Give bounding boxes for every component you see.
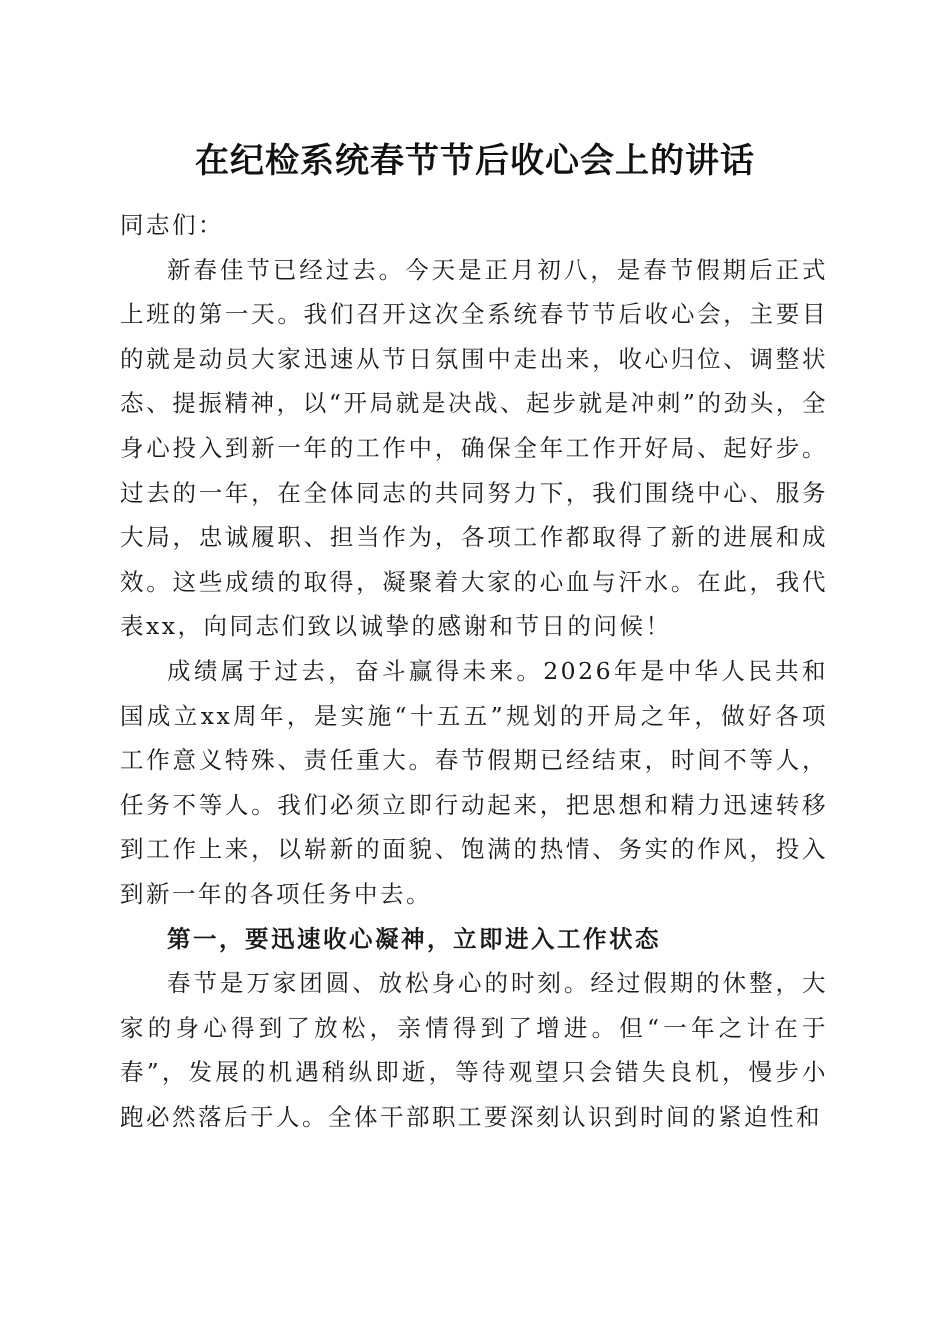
paragraph-opening: 新春佳节已经过去。今天是正月初八，是春节假期后正式上班的第一天。我们召开这次全系统春节节后收心会，主要目的就是动员大家迅速从节日氛围中走出来，收心归位、调整状态、提振精神，以“开局就是决战、起步就是冲刺”的劲头，全身心投入到新一年的工作中，确保全年工作开好局、起好步。过去的一年，在全体同志的共同努力下，我们围绕中心、服务大局，忠诚履职、担当作为，各项工作都取得了新的进展和成效。这些成绩的取得，凝聚着大家的心血与汗水。在此，我代表xx，向同志们致以诚挚的感谢和节日的问候！ [120,255,828,641]
salutation: 同志们： [120,211,224,239]
section-heading: 第一，要迅速收心凝神，立即进入工作状态 [167,924,661,953]
paragraph-future: 成绩属于过去，奋斗赢得未来。2026年是中华人民共和国成立xx周年，是实施“十五五”规划的开局之年，做好各项工作意义特殊、责任重大。春节假期已经结束，时间不等人，任务不等人。我们必须立即行动起来，把思想和精力迅速转移到工作上来，以崭新的面貌、饱满的热情、务实的作风，投入到新一年的各项任务中去。 [120,656,828,908]
document-body [120,203,828,1139]
document-title: 在纪检系统春节节后收心会上的讲话 [195,141,755,181]
section-paragraph: 春节是万家团圆、放松身心的时刻。经过假期的休整，大家的身心得到了放松，亲情得到了增进。但“一年之计在于春”，发展的机遇稍纵即逝，等待观望只会错失良机，慢步小跑必然落后于人。全体干部职工要深刻认识到时间的紧迫性和 [120,969,828,1131]
